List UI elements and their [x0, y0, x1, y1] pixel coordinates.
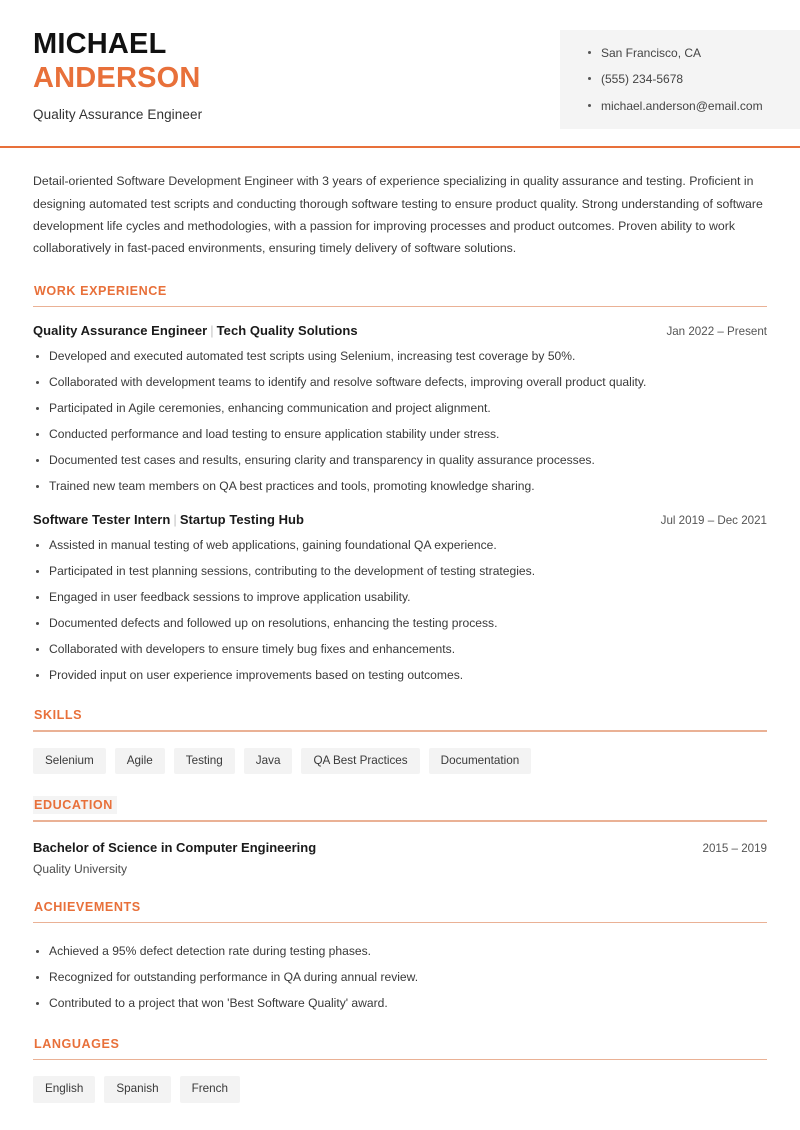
skills-chip-list	[33, 748, 767, 775]
experience-bullet-list	[33, 537, 767, 685]
section-rule-skills	[33, 730, 767, 731]
experience-title-line	[33, 512, 304, 527]
language-chip: English	[33, 1076, 95, 1103]
skill-chip: Selenium	[33, 748, 106, 775]
section-title-education: EDUCATION	[33, 796, 117, 814]
experience-company: Tech Quality Solutions	[216, 323, 358, 339]
list-item: Trained new team members on QA best practices and tools, promoting knowledge sharing.	[33, 478, 767, 496]
education-date: 2015 – 2019	[702, 841, 767, 855]
skill-chip: Agile	[115, 748, 165, 775]
header-divider	[0, 146, 800, 148]
section-rule-languages	[33, 1059, 767, 1060]
section-work-experience	[33, 282, 767, 685]
education-school: Quality University	[33, 861, 128, 876]
skill-chip: Documentation	[429, 748, 532, 775]
section-languages	[33, 1035, 767, 1103]
first-name: MICHAEL	[33, 28, 167, 60]
experience-role: Quality Assurance Engineer	[33, 323, 208, 339]
professional-summary: Detail-oriented Software Development Engineer with 3 years of experience specializing in quality assurance and testing. Proficient in designing automated test scripts and conducting thorough software testing to ensure product quality. Strong understanding of software development life cycles and methodologies, with a passion for improving processes and product outcomes. Proven ability to work collaboratively in fast-paced environments, ensuring timely delivery of software solutions.	[33, 174, 763, 256]
list-item: Assisted in manual testing of web applications, gaining foundational QA experience.	[33, 537, 767, 555]
list-item: Participated in test planning sessions, contributing to the development of testing strategies.	[33, 563, 767, 581]
experience-date: Jan 2022 – Present	[666, 325, 767, 339]
skill-chip: QA Best Practices	[301, 748, 419, 775]
experience-separator: |	[173, 511, 177, 527]
section-title-skills: SKILLS	[34, 708, 83, 723]
resume-content	[0, 170, 800, 1103]
list-item: Contributed to a project that won 'Best Software Quality' award.	[33, 995, 767, 1013]
section-title-work-experience: WORK EXPERIENCE	[34, 283, 167, 298]
skill-chip: Java	[244, 748, 293, 775]
contact-phone-item[interactable]: (555) 234-5678	[588, 72, 800, 86]
experience-entry-header	[33, 323, 767, 338]
list-item: Conducted performance and load testing to ensure application stability under stress.	[33, 426, 767, 444]
experience-title-line	[33, 323, 358, 338]
section-title-achievements: ACHIEVEMENTS	[34, 899, 141, 914]
experience-company: Startup Testing Hub	[179, 511, 305, 527]
list-item: Recognized for outstanding performance in QA during annual review.	[33, 969, 767, 987]
education-degree: Bachelor of Science in Computer Engineering	[33, 839, 317, 855]
section-skills	[33, 706, 767, 774]
last-name: ANDERSON	[33, 61, 201, 94]
section-rule-achievements	[33, 922, 767, 923]
header-job-title: Quality Assurance Engineer	[33, 106, 203, 122]
list-item: Provided input on user experience improvements based on testing outcomes.	[33, 667, 767, 685]
skill-chip: Testing	[174, 748, 235, 775]
identity-block	[0, 22, 202, 122]
section-rule-education	[33, 820, 767, 821]
list-item: Participated in Agile ceremonies, enhancing communication and project alignment.	[33, 400, 767, 418]
contact-panel	[560, 30, 800, 129]
experience-entry-header	[33, 512, 767, 527]
list-item: Achieved a 95% defect detection rate during testing phases.	[33, 943, 767, 961]
list-item: Engaged in user feedback sessions to improve application usability.	[33, 589, 767, 607]
section-rule-work-experience	[33, 306, 767, 307]
experience-role: Software Tester Intern	[33, 511, 171, 527]
experience-date: Jul 2019 – Dec 2021	[660, 513, 767, 527]
list-item: Collaborated with developers to ensure timely bug fixes and enhancements.	[33, 641, 767, 659]
experience-bullet-list	[33, 348, 767, 496]
resume-header	[0, 0, 800, 129]
contact-location-item: San Francisco, CA	[588, 46, 800, 60]
section-title-languages: LANGUAGES	[34, 1036, 120, 1051]
contact-email-item[interactable]: michael.anderson@email.com	[588, 99, 800, 113]
languages-chip-list	[33, 1076, 767, 1103]
achievements-bullet-list	[33, 943, 767, 1013]
section-achievements	[33, 898, 767, 1013]
language-chip: Spanish	[104, 1076, 170, 1103]
name-last-line	[33, 62, 202, 96]
list-item: Documented test cases and results, ensuring clarity and transparency in quality assurance processes.	[33, 452, 767, 470]
education-entry-header	[33, 840, 767, 855]
experience-entry	[33, 512, 767, 685]
experience-separator: |	[210, 323, 214, 339]
list-item: Documented defects and followed up on resolutions, enhancing the testing process.	[33, 615, 767, 633]
experience-entry	[33, 323, 767, 496]
language-chip: French	[180, 1076, 240, 1103]
name-first-line	[33, 28, 202, 62]
section-education	[33, 796, 767, 875]
list-item: Collaborated with development teams to identify and resolve software defects, improving overall product quality.	[33, 374, 767, 392]
list-item: Developed and executed automated test scripts using Selenium, increasing test coverage by 50%.	[33, 348, 767, 366]
